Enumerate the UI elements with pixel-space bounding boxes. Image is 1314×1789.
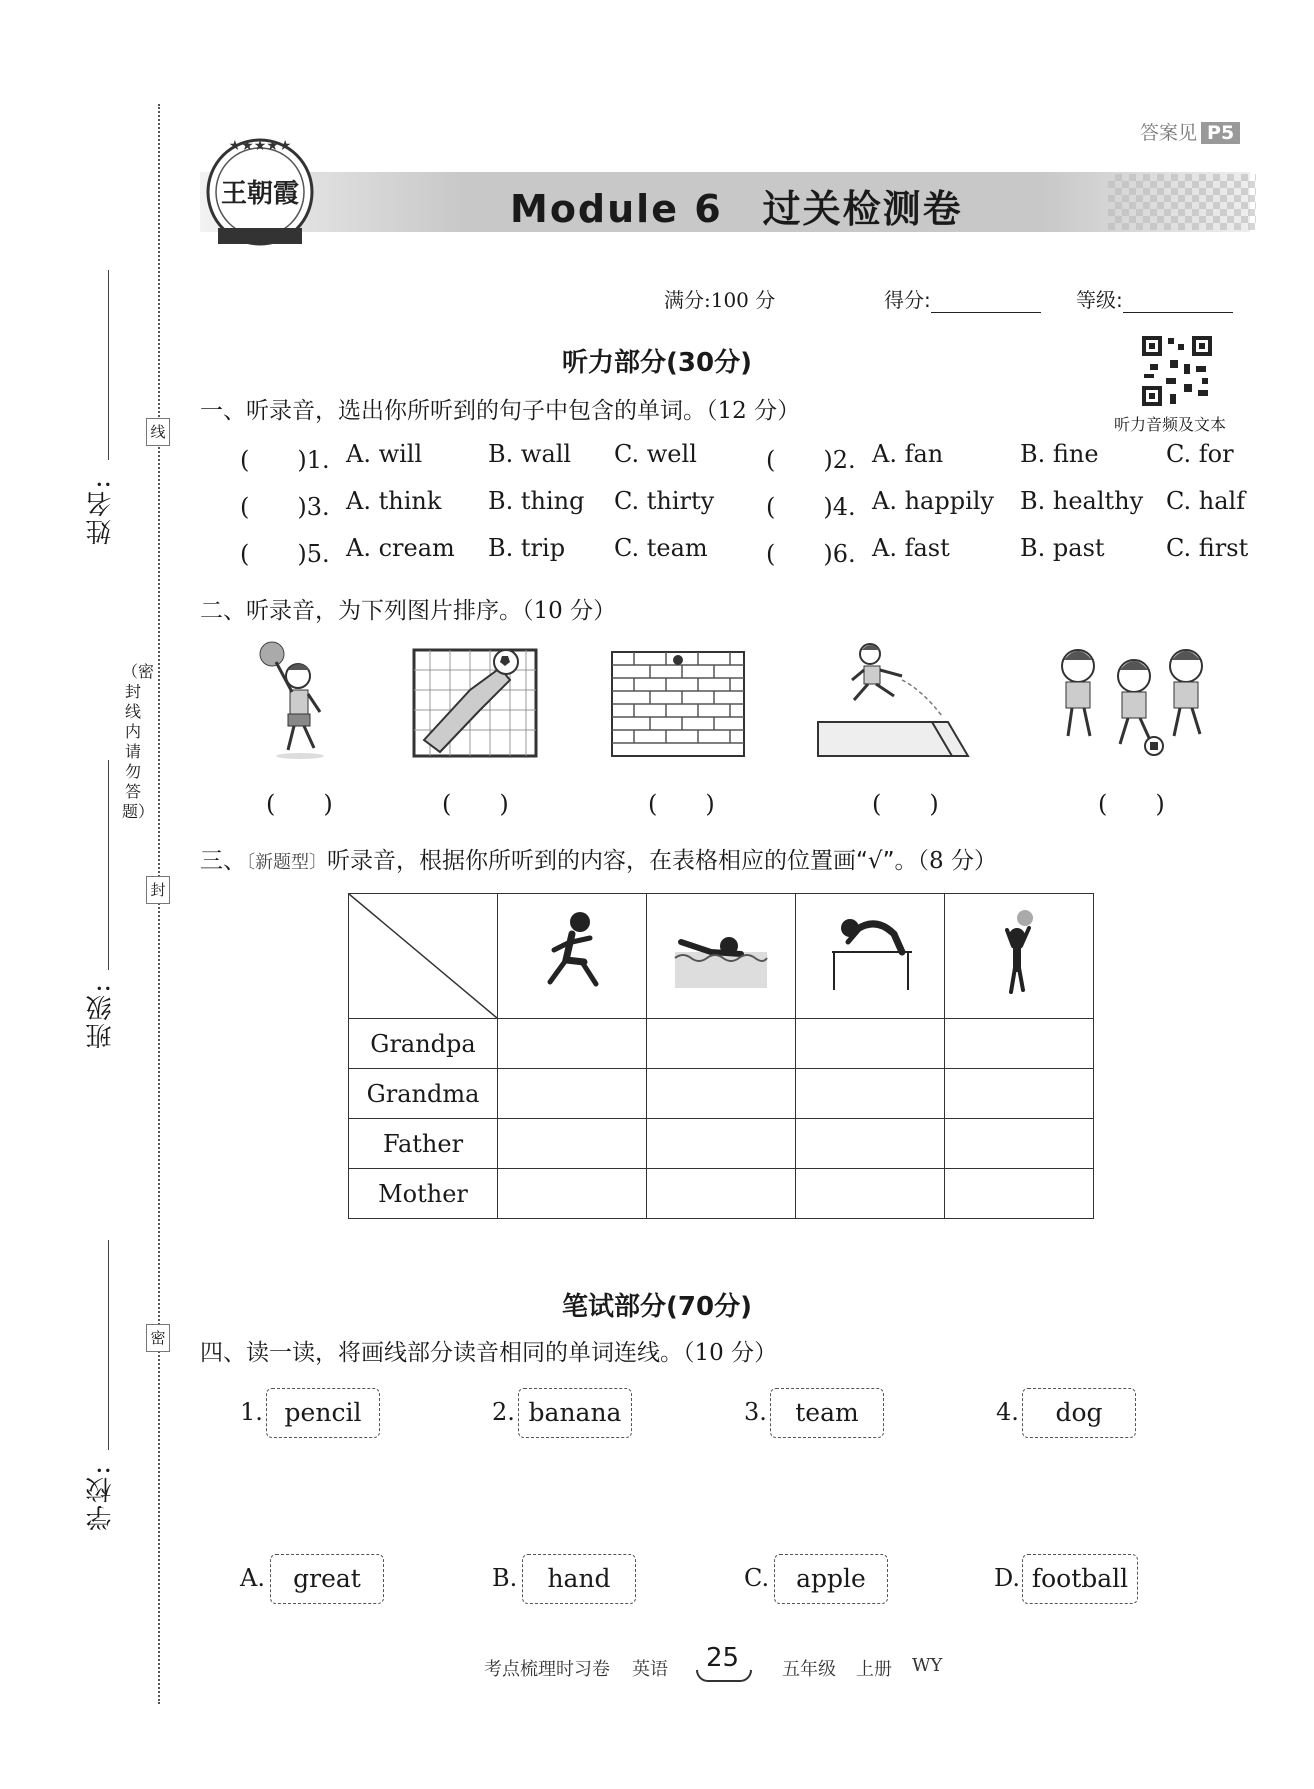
q2-answer-1[interactable]: ( ) <box>266 790 333 818</box>
q1-opt-2a: A. fan <box>872 440 944 468</box>
q3-heading <box>200 842 997 875</box>
writing-heading: 笔试部分(70分) <box>562 1292 752 1322</box>
q4-label-1: 1. <box>240 1398 263 1426</box>
page-number: 25 <box>706 1643 740 1673</box>
q1-heading-text: 一、听录音，选出你所听到的句子中包含的单词。 <box>200 398 706 424</box>
volleyball-girl-picture <box>250 640 340 760</box>
q1-answer-1[interactable]: ( )1. <box>240 446 330 474</box>
answer-ref-page: P5 <box>1201 122 1240 144</box>
q1-opt-1b: B. wall <box>488 440 572 468</box>
q4-word-football[interactable]: football <box>1022 1554 1138 1604</box>
q4-word-dog[interactable]: dog <box>1022 1388 1136 1438</box>
logo-text: 王朝霞 <box>220 179 300 209</box>
q1-opt-6a: A. fast <box>872 534 950 562</box>
running-cell <box>498 894 647 1019</box>
diagonal-line <box>349 894 497 1018</box>
volleyball-cell <box>945 894 1094 1019</box>
q1-num-5: 5 <box>306 540 323 568</box>
q1-opt-4b: B. healthy <box>1020 487 1144 515</box>
check-cell[interactable] <box>498 1019 647 1069</box>
q1-opt-2c: C. for <box>1166 440 1234 468</box>
answer-reference <box>1140 118 1240 145</box>
diagonal-header-cell <box>349 894 498 1019</box>
check-cell[interactable] <box>647 1069 796 1119</box>
q4-label-c: C. <box>744 1564 770 1592</box>
q4-word-team[interactable]: team <box>770 1388 884 1438</box>
q3-heading-num: 三、 <box>200 848 246 874</box>
swimming-cell <box>647 894 796 1019</box>
q1-opt-6c: C. first <box>1166 534 1249 562</box>
high-jump-cell <box>796 894 945 1019</box>
q4-label-2: 2. <box>492 1398 515 1426</box>
long-jump-picture <box>812 640 972 760</box>
title-checker-pattern <box>1108 174 1256 230</box>
q2-answer-2[interactable]: ( ) <box>442 790 509 818</box>
check-cell[interactable] <box>945 1169 1094 1219</box>
brick-wall-picture <box>610 640 746 760</box>
check-cell[interactable] <box>796 1019 945 1069</box>
footer-series: 考点梳理时习卷 <box>484 1659 610 1680</box>
new-question-tag: 〔新题型〕 <box>246 852 327 873</box>
check-cell[interactable] <box>796 1169 945 1219</box>
goalkeeper-picture <box>410 640 540 760</box>
check-cell[interactable] <box>796 1069 945 1119</box>
q1-opt-4c: C. half <box>1166 487 1246 515</box>
q1-opt-5a: A. cream <box>346 534 455 562</box>
q1-answer-6[interactable]: ( )6. <box>766 540 856 568</box>
q2-answer-4[interactable]: ( ) <box>872 790 939 818</box>
q1-opt-3b: B. thing <box>488 487 585 515</box>
check-cell[interactable] <box>647 1119 796 1169</box>
check-cell[interactable] <box>498 1119 647 1169</box>
q2-answer-5[interactable]: ( ) <box>1098 790 1165 818</box>
activity-table <box>348 893 1094 1219</box>
row-label-grandpa: Grandpa <box>349 1019 498 1069</box>
grade-blank[interactable] <box>1123 292 1233 313</box>
publisher-logo-icon <box>200 130 320 250</box>
swimming-icon <box>671 908 771 998</box>
school-line[interactable] <box>108 1240 109 1450</box>
q4-word-pencil[interactable]: pencil <box>266 1388 380 1438</box>
q1-num-4: 4 <box>832 493 849 521</box>
class-line[interactable] <box>108 760 109 970</box>
row-label-father: Father <box>349 1119 498 1169</box>
q4-word-great[interactable]: great <box>270 1554 384 1604</box>
q1-num-2: 2 <box>832 446 849 474</box>
check-cell[interactable] <box>647 1169 796 1219</box>
q1-heading <box>200 392 800 425</box>
q2-heading-text: 二、听录音，为下列图片排序。 <box>200 598 522 624</box>
q4-label-a: A. <box>240 1564 265 1592</box>
seal-char-2: 封 <box>146 876 170 904</box>
q1-opt-5c: C. team <box>614 534 708 562</box>
grade-label: 等级: <box>1076 288 1123 312</box>
q1-answer-5[interactable]: ( )5. <box>240 540 330 568</box>
score-label: 得分: <box>884 288 931 312</box>
seal-char-1: 线 <box>146 418 170 446</box>
q1-num-6: 6 <box>832 540 849 568</box>
q4-word-hand[interactable]: hand <box>522 1554 636 1604</box>
q2-heading <box>200 592 616 625</box>
q1-opt-4a: A. happily <box>872 487 994 515</box>
q3-heading-text: 听录音，根据你所听到的内容，在表格相应的位置画“√”。 <box>327 848 918 874</box>
check-cell[interactable] <box>945 1019 1094 1069</box>
q1-num-1: 1 <box>306 446 323 474</box>
q4-label-d: D. <box>994 1564 1021 1592</box>
q4-label-3: 3. <box>744 1398 767 1426</box>
answer-ref-prefix: 答案见 <box>1140 122 1198 144</box>
q2-answer-3[interactable]: ( ) <box>648 790 715 818</box>
q4-word-banana[interactable]: banana <box>518 1388 632 1438</box>
q1-points: （12 分） <box>706 398 801 424</box>
q4-heading <box>200 1334 777 1367</box>
q1-opt-2b: B. fine <box>1020 440 1099 468</box>
footer-volume: 上册 <box>856 1659 892 1680</box>
q4-label-4: 4. <box>996 1398 1019 1426</box>
q1-opt-1a: A. will <box>346 440 423 468</box>
q1-answer-3[interactable]: ( )3. <box>240 493 330 521</box>
qr-code-icon[interactable] <box>1140 334 1214 408</box>
seal-char-3: 密 <box>146 1324 170 1352</box>
running-icon <box>532 908 612 998</box>
q1-opt-5b: B. trip <box>488 534 566 562</box>
footer-subject: 英语 <box>632 1659 668 1680</box>
footer-grade: 五年级 <box>782 1659 836 1680</box>
page-title: Module 6 过关检测卷 <box>510 187 963 231</box>
q1-answer-2[interactable]: ( )2. <box>766 446 856 474</box>
check-cell[interactable] <box>945 1119 1094 1169</box>
row-label-grandma: Grandma <box>349 1069 498 1119</box>
listening-heading: 听力部分(30分) <box>562 348 752 378</box>
q4-points: （10 分） <box>683 1340 778 1366</box>
check-cell[interactable] <box>647 1019 796 1069</box>
q1-opt-3c: C. thirty <box>614 487 715 515</box>
seal-note: （密封线内请勿答题） <box>122 662 155 821</box>
check-cell[interactable] <box>498 1169 647 1219</box>
q4-label-b: B. <box>492 1564 518 1592</box>
class-label: 班级: <box>86 982 116 1049</box>
volleyball-icon <box>979 908 1059 998</box>
high-jump-icon <box>820 908 920 998</box>
boys-football-picture <box>1050 640 1220 760</box>
q1-opt-6b: B. past <box>1020 534 1105 562</box>
svg-text:★★★★★: ★★★★★ <box>228 138 292 154</box>
name-label: 姓名: <box>86 478 116 545</box>
full-marks: 满分:100 分 <box>664 288 776 312</box>
q2-points: （10 分） <box>522 598 617 624</box>
q1-num-3: 3 <box>306 493 323 521</box>
q3-points: （8 分） <box>917 848 997 874</box>
footer-edition: WY <box>912 1655 943 1676</box>
school-label: 学校: <box>86 1464 116 1531</box>
check-cell[interactable] <box>945 1069 1094 1119</box>
check-cell[interactable] <box>796 1119 945 1169</box>
row-label-mother: Mother <box>349 1169 498 1219</box>
q4-heading-text: 四、读一读，将画线部分读音相同的单词连线。 <box>200 1340 683 1366</box>
score-blank[interactable] <box>931 292 1041 313</box>
check-cell[interactable] <box>498 1069 647 1119</box>
q1-answer-4[interactable]: ( )4. <box>766 493 856 521</box>
q1-opt-3a: A. think <box>346 487 442 515</box>
q4-word-apple[interactable]: apple <box>774 1554 888 1604</box>
q1-opt-1c: C. well <box>614 440 697 468</box>
page-number-bracket <box>696 1670 752 1682</box>
qr-label: 听力音频及文本 <box>1114 415 1227 434</box>
